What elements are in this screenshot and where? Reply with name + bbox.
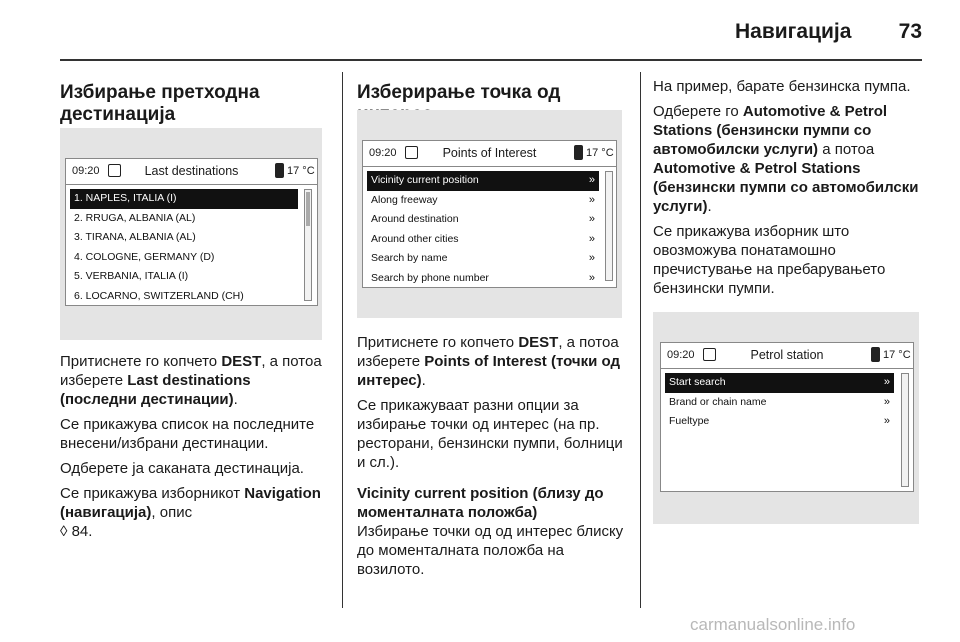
section-heading-points-of-interest: Изберирање точка од <box>357 82 561 103</box>
menu-item[interactable]: Brand or chain name » <box>665 393 894 413</box>
column-3-body <box>653 77 925 304</box>
clock-text: 09:20 <box>667 349 695 361</box>
chevron-right-icon: » <box>883 415 890 427</box>
menu-item[interactable]: Search by phone number » <box>367 269 599 289</box>
screen-title: Petrol station <box>750 348 824 362</box>
paragraph: Притиснете го копчето DEST, а потоа изберете Last destinations (последни дестинации). <box>60 353 322 408</box>
menu-item[interactable]: Search by name » <box>367 249 599 269</box>
paragraph: Се прикажуваат разни опции за избирање точки од интерес (на пр. ресторани, бензински пумпи, болници и сл.). <box>357 397 623 471</box>
screenshot-points-of-interest <box>357 110 622 318</box>
chevron-right-icon: » <box>883 395 890 408</box>
list-item[interactable]: 5. VERBANIA, ITALIA (I) <box>74 270 189 282</box>
screenshot-petrol-station <box>653 312 919 524</box>
clock-text: 09:20 <box>369 147 397 159</box>
screen-status-bar <box>661 343 913 369</box>
page-reference[interactable]: ◊ 84. <box>60 523 93 540</box>
clock-text: 09:20 <box>72 165 100 177</box>
menu-item[interactable]: Around destination » <box>367 210 599 230</box>
scrollbar[interactable] <box>605 171 613 281</box>
temperature-text: 17 °C <box>883 349 911 361</box>
menu-item[interactable]: Fueltype » <box>665 412 894 432</box>
chevron-right-icon: » <box>588 232 595 245</box>
column-divider-2 <box>640 72 641 608</box>
scrollbar-thumb[interactable] <box>306 192 310 226</box>
chevron-right-icon: » <box>588 252 595 264</box>
chevron-right-icon: » <box>588 174 595 186</box>
display-screen <box>660 342 914 492</box>
list-item[interactable]: 3. TIRANA, ALBANIA (AL) <box>74 231 196 243</box>
display-screen <box>65 158 318 306</box>
list-item[interactable]: 2. RRUGA, ALBANIA (AL) <box>74 211 196 224</box>
chevron-right-icon: » <box>588 213 595 225</box>
menu-item[interactable]: Along freeway » <box>367 191 599 211</box>
temperature-text: 17 °C <box>586 147 614 159</box>
screen-status-bar <box>66 159 317 185</box>
scrollbar[interactable] <box>304 189 312 301</box>
subheading-vicinity: Vicinity current position (близу до моменталната положба) <box>357 485 604 521</box>
screen-status-bar <box>363 141 616 167</box>
paragraph: Одберете го Automotive & Petrol Stations (бензински пумпи со автомобилски услуги) а потоа Automotive & Petrol Stations (бензински пумпи со автомобилски услуги). <box>653 103 919 215</box>
paragraph: Се прикажува список на последните внесени/избрани дестинации. <box>60 416 315 452</box>
scrollbar[interactable] <box>901 373 909 487</box>
column-divider-1 <box>342 72 343 608</box>
watermark: carmanualsonline.info <box>690 615 856 634</box>
thermometer-icon <box>574 145 583 160</box>
menu-item[interactable]: Vicinity current position » <box>367 171 599 191</box>
paragraph: Притиснете го копчето DEST, а потоа изберете Points of Interest (точки од интерес). <box>357 334 620 389</box>
page-header-title: Навигација <box>735 20 852 43</box>
list-item[interactable]: 1. NAPLES, ITALIA (I) <box>70 189 298 209</box>
petrol-menu-list <box>661 369 894 432</box>
screen-title: Last destinations <box>144 164 239 178</box>
poi-menu-list <box>363 167 599 288</box>
list-item[interactable]: 6. LOCARNO, SWITZERLAND (CH) <box>74 289 244 302</box>
thermometer-icon <box>275 163 284 178</box>
paragraph: Се прикажува изборникот Navigation (навигација), опис <box>60 485 321 521</box>
destination-list <box>66 185 298 306</box>
column-1-body <box>60 352 330 547</box>
paragraph: Избирање точки од од интерес блиску до моменталната положба на возилото. <box>357 523 624 578</box>
section-heading-previous-destination: Избирање претходна дестинација <box>60 82 260 125</box>
page-number: 73 <box>898 20 922 43</box>
paragraph: На пример, барате бензинска пумпа. <box>653 78 911 95</box>
display-screen <box>362 140 617 288</box>
thermometer-icon <box>871 347 880 362</box>
menu-item[interactable]: Around other cities » <box>367 230 599 250</box>
paragraph: Одберете ја саканата дестинација. <box>60 460 304 477</box>
temperature-text: 17 °C <box>287 165 315 177</box>
chevron-right-icon: » <box>588 271 595 284</box>
header-divider <box>60 59 922 61</box>
screenshot-last-destinations <box>60 128 322 340</box>
screen-title: Points of Interest <box>442 146 537 160</box>
menu-item[interactable]: Start search » <box>665 373 894 393</box>
list-item[interactable]: 4. COLOGNE, GERMANY (D) <box>74 250 215 263</box>
chevron-right-icon: » <box>883 376 890 388</box>
column-2-body <box>357 333 632 585</box>
chevron-right-icon: » <box>588 193 595 206</box>
column-1 <box>60 82 328 126</box>
paragraph: Се прикажува изборник што овозможува понатамошно пречистување на пребарувањето бензински пумпи. <box>653 223 886 297</box>
